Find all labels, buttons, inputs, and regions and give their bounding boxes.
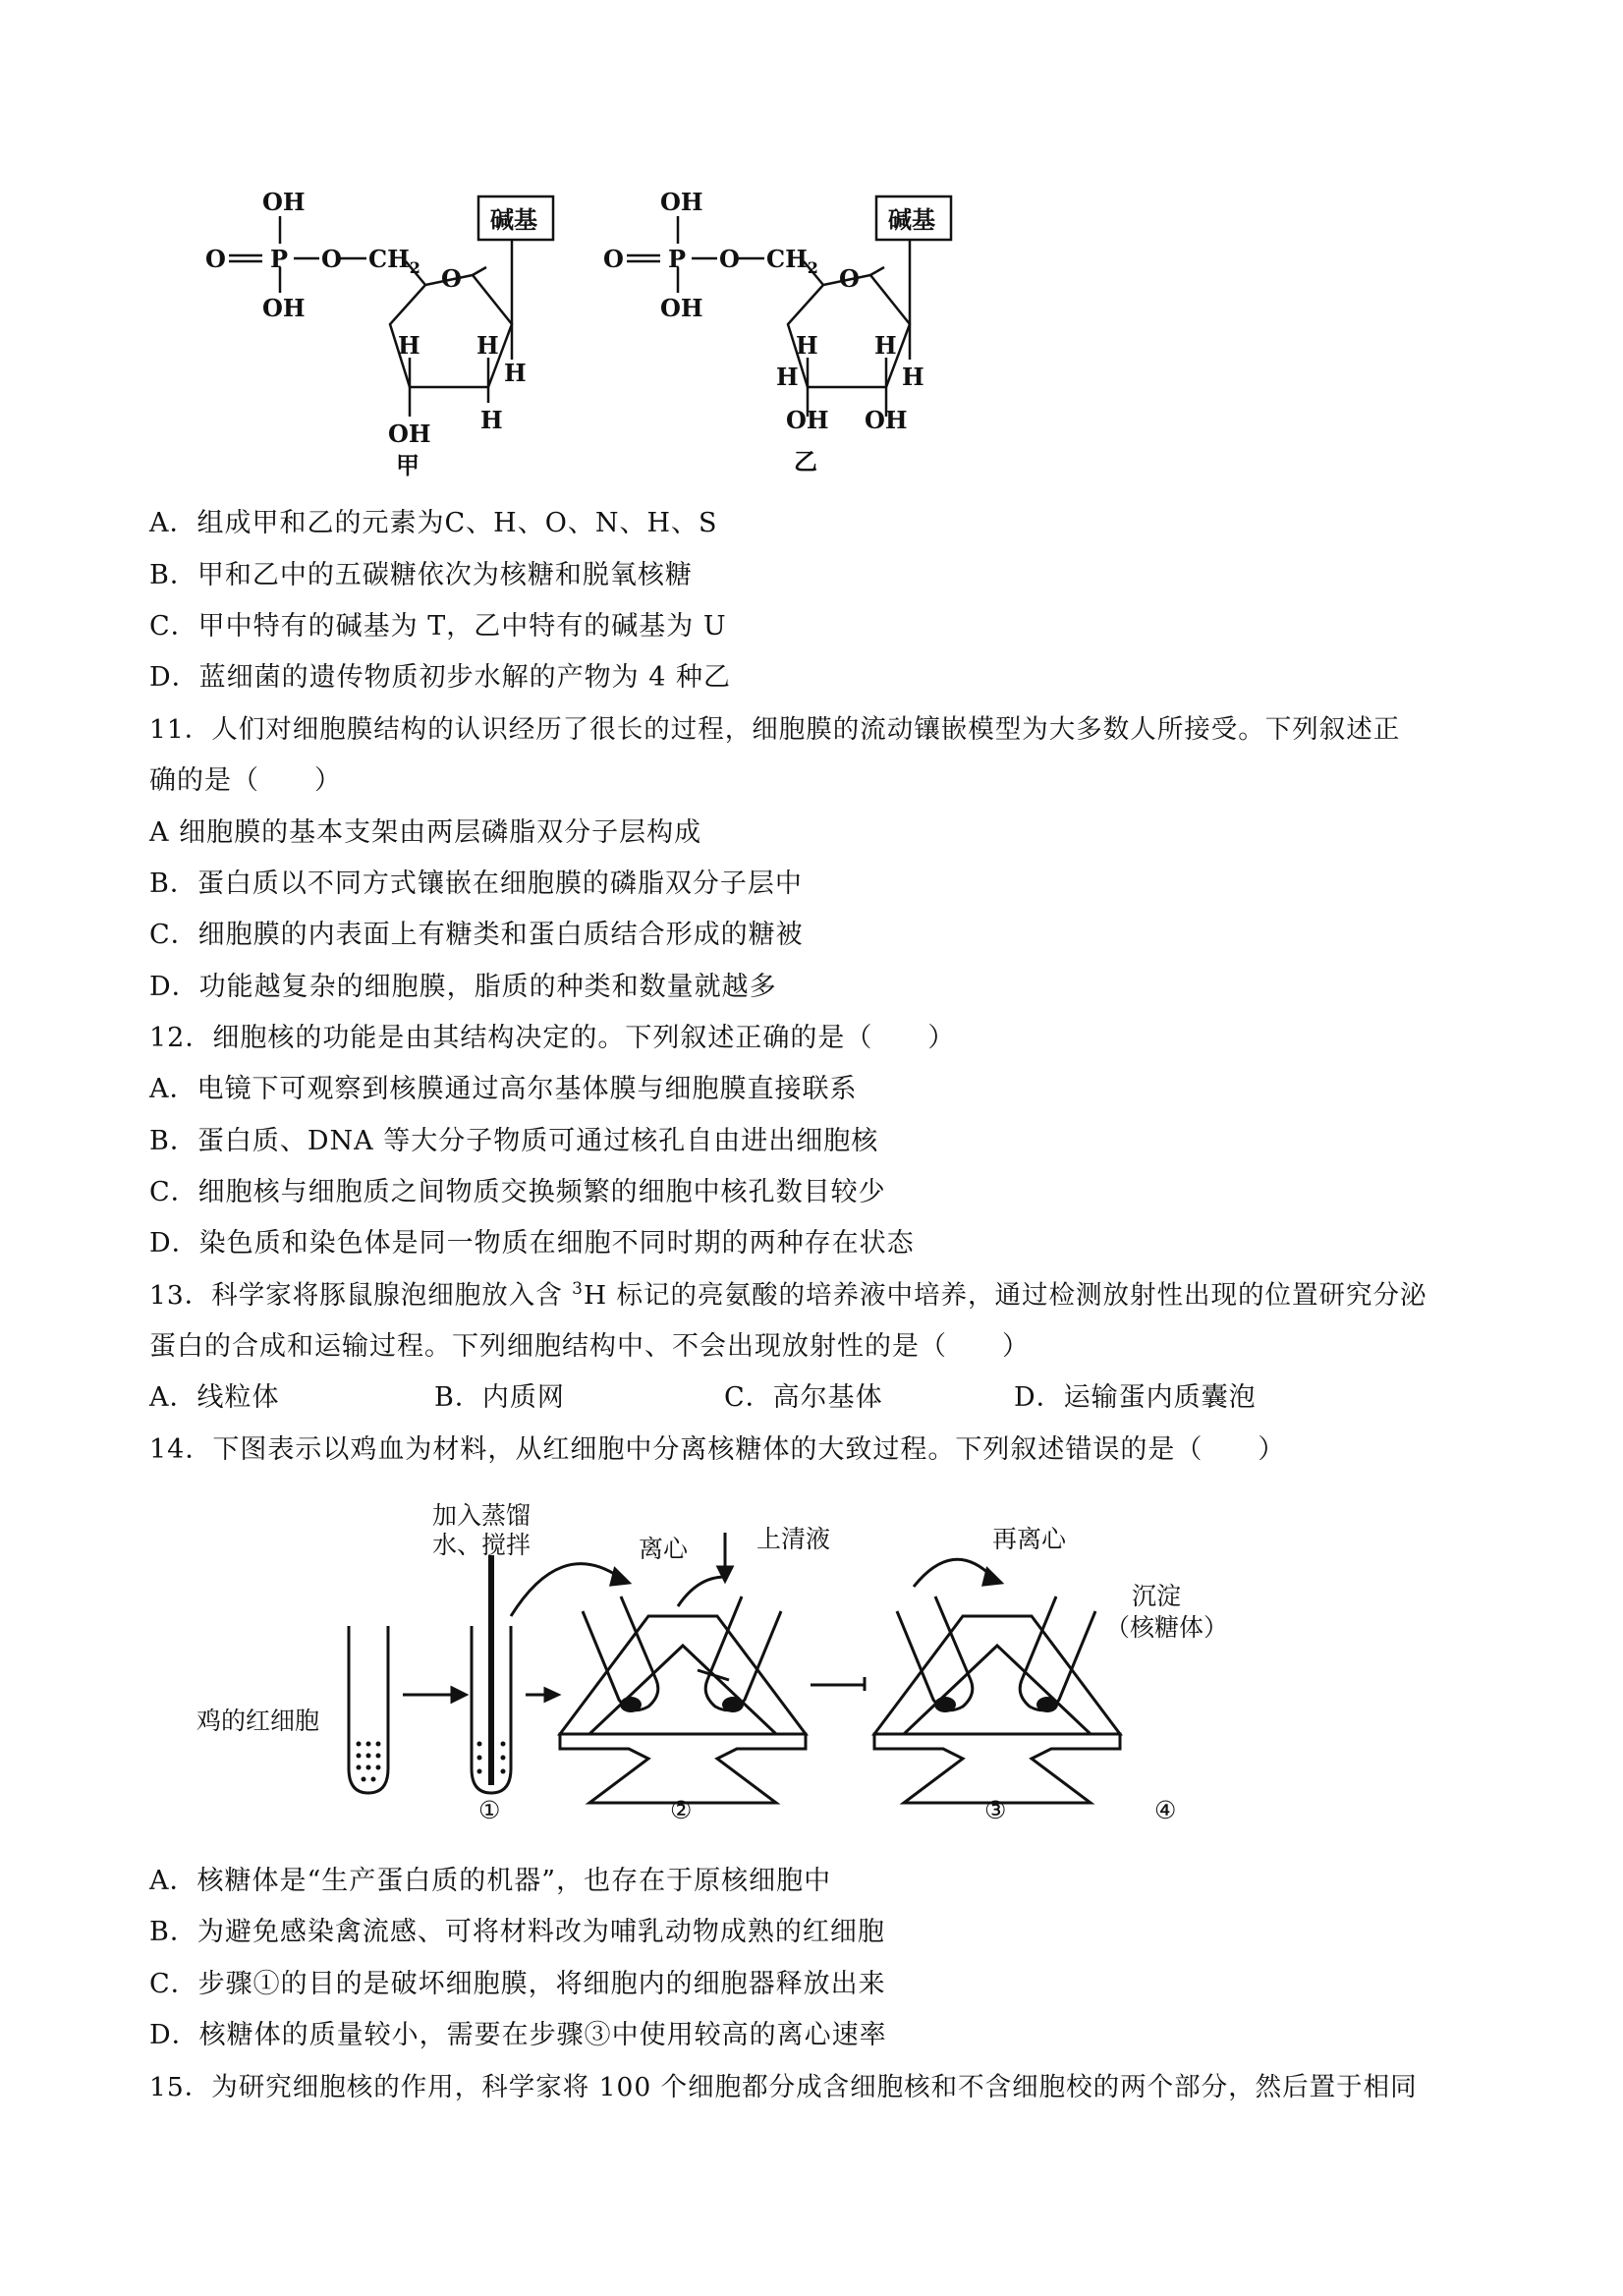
nucleotide-structure-figure [192, 177, 1017, 481]
label-supernatant: 上清液 [756, 1525, 831, 1553]
label-step-1: ① [478, 1796, 501, 1822]
q10-option-a: A．组成甲和乙的元素为C、H、O、N、H、S [149, 508, 718, 538]
right-h2: H [874, 331, 897, 360]
right-base-label: 碱基 [888, 205, 935, 234]
q14-option-c: C．步骤①的目的是破坏细胞膜，将细胞内的细胞器释放出来 [149, 1969, 886, 1999]
right-ring-o: O [839, 264, 860, 293]
right-oh-bottom: OH [660, 294, 703, 322]
left-oh-c3: OH [388, 420, 431, 448]
q13-superscript: 3 [572, 1279, 584, 1300]
q14-option-b: B．为避免感染禽流感、可将材料改为哺乳动物成熟的红细胞 [149, 1917, 885, 1947]
left-o-link: O [321, 245, 342, 273]
left-caption: 甲 [396, 451, 420, 479]
right-h4: H [902, 363, 924, 391]
left-h1: H [398, 331, 420, 360]
q10-option-b: B．甲和乙中的五碳糖依次为核糖和脱氧核糖 [149, 560, 693, 590]
right-oh-c2: OH [865, 406, 908, 434]
q15-stem-line1: 15．为研究细胞核的作用，科学家将 100 个细胞都分成含细胞核和不含细胞校的两个部分，然后置于相同 [149, 2072, 1418, 2102]
left-base-label: 碱基 [490, 205, 537, 234]
q14-option-a: A．核糖体是“生产蛋白质的机器”，也存在于原核细胞中 [149, 1866, 832, 1896]
ribosome-isolation-figure [187, 1498, 1248, 1822]
left-p: P [270, 245, 289, 273]
label-chicken-rbc: 鸡的红细胞 [196, 1707, 320, 1735]
right-oh-top: OH [660, 188, 703, 216]
right-caption: 乙 [794, 447, 817, 476]
left-oh-bottom: OH [262, 294, 306, 322]
q11-option-c: C．细胞膜的内表面上有糖类和蛋白质结合形成的糖被 [149, 920, 804, 950]
label-step-2: ② [670, 1796, 693, 1822]
right-ch2: $CH_2$ [766, 245, 818, 277]
q10-option-c: C．甲中特有的碱基为 T，乙中特有的碱基为 U [149, 611, 727, 642]
q12-stem: 12．细胞核的功能是由其结构决定的。下列叙述正确的是（ ） [149, 1023, 956, 1053]
q10-option-d: D．蓝细菌的遗传物质初步水解的产物为 4 种乙 [149, 662, 731, 693]
q11-option-a: A 细胞膜的基本支架由两层磷脂双分子层构成 [149, 817, 702, 848]
q11-option-d: D．功能越复杂的细胞膜，脂质的种类和数量就越多 [149, 972, 777, 1002]
label-sediment-ribosome: （核糖体） [1105, 1613, 1229, 1642]
right-h3: H [776, 363, 799, 391]
right-o-double: O [603, 245, 624, 273]
q13-stem-line1: 13．科学家将豚鼠腺泡细胞放入含 $^3$H 标记的亮氨酸的培养液中培养，通过检测放射性出现的位置研究分泌 [149, 1279, 1427, 1311]
q12-option-d: D．染色质和染色体是同一物质在细胞不同时期的两种存在状态 [149, 1228, 915, 1259]
left-oh-top: OH [262, 188, 306, 216]
q12-option-c: C．细胞核与细胞质之间物质交换频繁的细胞中核孔数目较少 [149, 1177, 886, 1207]
right-oh-c3: OH [786, 406, 829, 434]
label-sediment: 沉淀 [1132, 1582, 1182, 1610]
label-recentrifuge: 再离心 [992, 1525, 1067, 1553]
left-h3: H [504, 359, 527, 387]
left-o-double: O [205, 245, 226, 273]
right-p: P [668, 245, 687, 273]
q12-option-b: B．蛋白质、DNA 等大分子物质可通过核孔自由进出细胞核 [149, 1126, 879, 1156]
q11-stem-line2: 确的是（ ） [149, 765, 342, 796]
q14-stem: 14．下图表示以鸡血为材料，从红细胞中分离核糖体的大致过程。下列叙述错误的是（ ） [149, 1434, 1286, 1465]
left-ring-o: O [441, 264, 462, 293]
left-h-c2: H [480, 406, 503, 434]
q12-option-a: A．电镜下可观察到核膜通过高尔基体膜与细胞膜直接联系 [149, 1074, 858, 1104]
q13-option-a: A．线粒体 [149, 1382, 280, 1413]
label-add-water-1: 加入蒸馏 [432, 1501, 532, 1530]
left-h2: H [476, 331, 499, 360]
label-centrifuge: 离心 [639, 1535, 689, 1563]
label-add-water-2: 水、搅拌 [432, 1531, 532, 1559]
q13-option-d: D．运输蛋内质囊泡 [1014, 1382, 1257, 1413]
left-ch2: $CH_2$ [368, 245, 420, 277]
q14-option-d: D．核糖体的质量较小，需要在步骤③中使用较高的离心速率 [149, 2020, 887, 2050]
q13-option-c: C．高尔基体 [724, 1382, 883, 1413]
label-step-4: ④ [1154, 1796, 1177, 1822]
right-o-link: O [719, 245, 740, 273]
q11-option-b: B．蛋白质以不同方式镶嵌在细胞膜的磷脂双分子层中 [149, 868, 803, 899]
q13-stem-line2: 蛋白的合成和运输过程。下列细胞结构中、不会出现放射性的是（ ） [149, 1331, 1030, 1362]
label-step-3: ③ [984, 1796, 1007, 1822]
right-h1: H [796, 331, 818, 360]
q11-stem-line1: 11．人们对细胞膜结构的认识经历了很长的过程，细胞膜的流动镶嵌模型为大多数人所接受。下列叙述正 [149, 714, 1401, 745]
q13-option-b: B．内质网 [434, 1382, 565, 1413]
